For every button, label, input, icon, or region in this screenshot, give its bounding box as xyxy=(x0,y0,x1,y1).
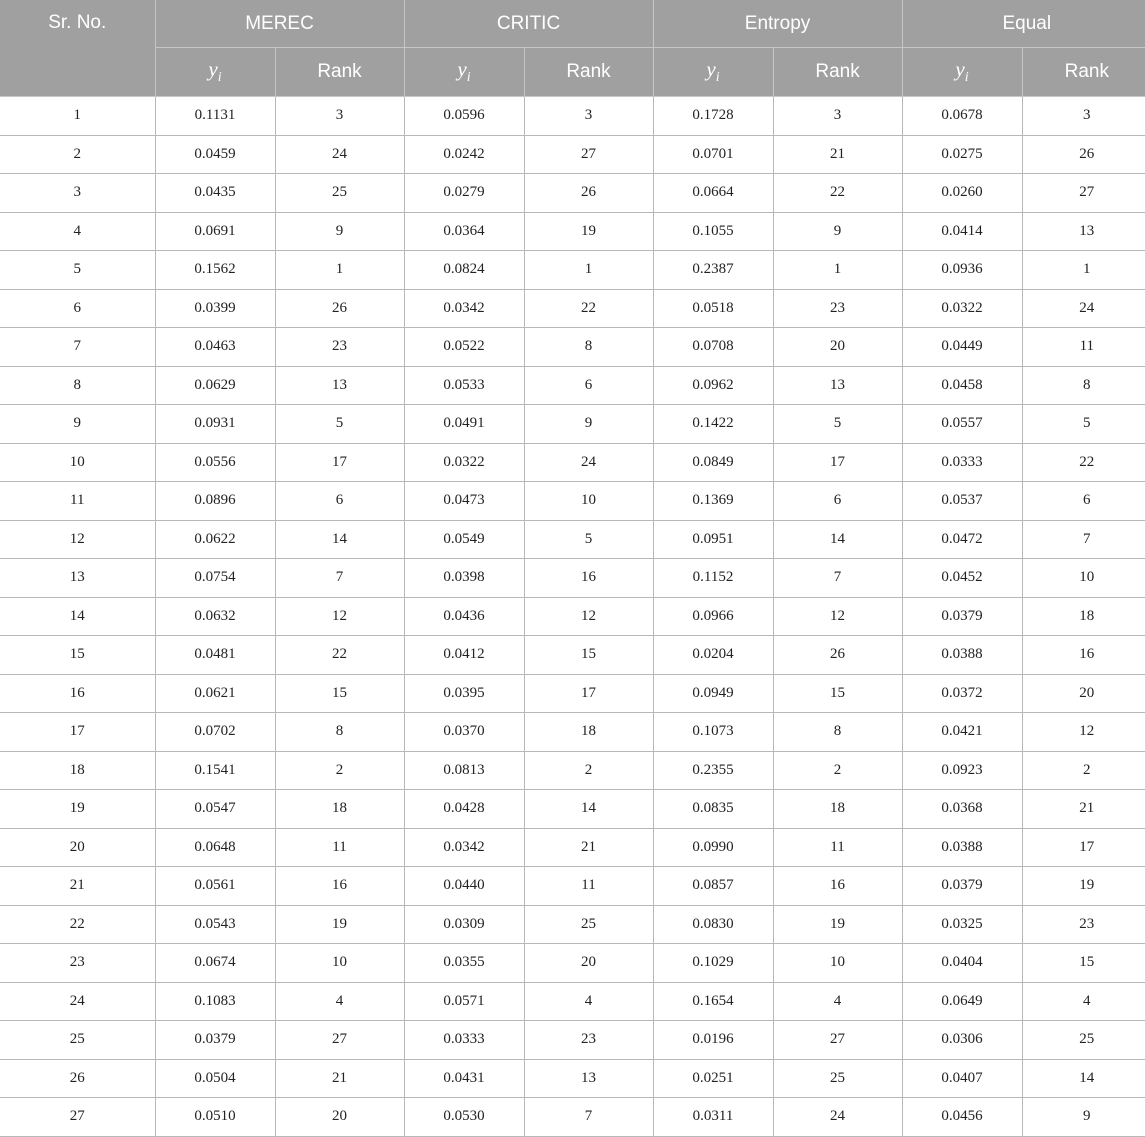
cell-critic-rank: 20 xyxy=(524,944,653,983)
cell-merec-yi: 0.0556 xyxy=(155,443,275,482)
cell-equal-yi: 0.0923 xyxy=(902,751,1022,790)
cell-entropy-rank: 10 xyxy=(773,944,902,983)
cell-critic-rank: 1 xyxy=(524,251,653,290)
cell-equal-yi: 0.0452 xyxy=(902,559,1022,598)
cell-merec-yi: 0.0648 xyxy=(155,828,275,867)
cell-sr-no: 12 xyxy=(0,520,155,559)
cell-merec-rank: 8 xyxy=(275,713,404,752)
cell-critic-rank: 9 xyxy=(524,405,653,444)
cell-sr-no: 4 xyxy=(0,212,155,251)
cell-sr-no: 2 xyxy=(0,135,155,174)
cell-sr-no: 9 xyxy=(0,405,155,444)
cell-equal-rank: 15 xyxy=(1022,944,1145,983)
cell-entropy-yi: 0.1728 xyxy=(653,97,773,136)
cell-merec-rank: 20 xyxy=(275,1098,404,1137)
cell-equal-yi: 0.0414 xyxy=(902,212,1022,251)
cell-merec-yi: 0.0379 xyxy=(155,1021,275,1060)
cell-equal-rank: 22 xyxy=(1022,443,1145,482)
cell-equal-rank: 10 xyxy=(1022,559,1145,598)
cell-equal-rank: 14 xyxy=(1022,1059,1145,1098)
cell-sr-no: 13 xyxy=(0,559,155,598)
cell-merec-rank: 2 xyxy=(275,751,404,790)
cell-equal-yi: 0.0379 xyxy=(902,867,1022,906)
table-body xyxy=(0,97,1145,1137)
header-rank: Rank xyxy=(524,48,653,97)
header-rank: Rank xyxy=(773,48,902,97)
cell-merec-rank: 26 xyxy=(275,289,404,328)
cell-merec-rank: 24 xyxy=(275,135,404,174)
cell-critic-rank: 16 xyxy=(524,559,653,598)
cell-entropy-rank: 23 xyxy=(773,289,902,328)
cell-merec-rank: 11 xyxy=(275,828,404,867)
cell-equal-yi: 0.0936 xyxy=(902,251,1022,290)
cell-sr-no: 7 xyxy=(0,328,155,367)
cell-merec-yi: 0.0931 xyxy=(155,405,275,444)
header-yi: $y_i$ xyxy=(653,48,773,97)
cell-sr-no: 10 xyxy=(0,443,155,482)
cell-merec-yi: 0.1541 xyxy=(155,751,275,790)
cell-equal-rank: 21 xyxy=(1022,790,1145,829)
cell-critic-yi: 0.0571 xyxy=(404,982,524,1021)
cell-equal-rank: 1 xyxy=(1022,251,1145,290)
cell-entropy-rank: 21 xyxy=(773,135,902,174)
cell-merec-yi: 0.0510 xyxy=(155,1098,275,1137)
cell-critic-yi: 0.0824 xyxy=(404,251,524,290)
cell-critic-yi: 0.0398 xyxy=(404,559,524,598)
cell-entropy-rank: 12 xyxy=(773,597,902,636)
cell-critic-yi: 0.0364 xyxy=(404,212,524,251)
cell-entropy-yi: 0.0664 xyxy=(653,174,773,213)
cell-equal-yi: 0.0458 xyxy=(902,366,1022,405)
cell-merec-yi: 0.0896 xyxy=(155,482,275,521)
cell-merec-yi: 0.0674 xyxy=(155,944,275,983)
cell-critic-rank: 25 xyxy=(524,905,653,944)
cell-critic-yi: 0.0491 xyxy=(404,405,524,444)
cell-critic-rank: 15 xyxy=(524,636,653,675)
table-row xyxy=(0,1098,1145,1137)
cell-equal-rank: 26 xyxy=(1022,135,1145,174)
cell-merec-yi: 0.0481 xyxy=(155,636,275,675)
table-row xyxy=(0,751,1145,790)
cell-equal-yi: 0.0472 xyxy=(902,520,1022,559)
cell-sr-no: 22 xyxy=(0,905,155,944)
table-row xyxy=(0,174,1145,213)
cell-sr-no: 14 xyxy=(0,597,155,636)
table-row xyxy=(0,97,1145,136)
table-row xyxy=(0,1059,1145,1098)
cell-equal-yi: 0.0678 xyxy=(902,97,1022,136)
cell-merec-rank: 1 xyxy=(275,251,404,290)
cell-merec-yi: 0.0543 xyxy=(155,905,275,944)
cell-equal-yi: 0.0421 xyxy=(902,713,1022,752)
header-yi: $y_i$ xyxy=(155,48,275,97)
table-row xyxy=(0,559,1145,598)
header-sr-no: Sr. No. xyxy=(0,0,155,97)
cell-merec-rank: 14 xyxy=(275,520,404,559)
table-row xyxy=(0,1021,1145,1060)
cell-critic-yi: 0.0596 xyxy=(404,97,524,136)
cell-critic-yi: 0.0436 xyxy=(404,597,524,636)
cell-critic-rank: 27 xyxy=(524,135,653,174)
cell-merec-rank: 4 xyxy=(275,982,404,1021)
cell-equal-rank: 19 xyxy=(1022,867,1145,906)
cell-merec-rank: 15 xyxy=(275,674,404,713)
header-yi: $y_i$ xyxy=(902,48,1022,97)
cell-merec-rank: 17 xyxy=(275,443,404,482)
cell-merec-yi: 0.0632 xyxy=(155,597,275,636)
cell-entropy-yi: 0.0708 xyxy=(653,328,773,367)
cell-merec-yi: 0.1562 xyxy=(155,251,275,290)
cell-entropy-yi: 0.0835 xyxy=(653,790,773,829)
cell-entropy-rank: 6 xyxy=(773,482,902,521)
cell-critic-yi: 0.0342 xyxy=(404,289,524,328)
cell-equal-yi: 0.0649 xyxy=(902,982,1022,1021)
cell-equal-yi: 0.0275 xyxy=(902,135,1022,174)
cell-equal-yi: 0.0325 xyxy=(902,905,1022,944)
header-method-merec: MEREC xyxy=(155,0,404,48)
header-row-subcolumns xyxy=(0,48,1145,97)
table-row xyxy=(0,212,1145,251)
cell-sr-no: 20 xyxy=(0,828,155,867)
cell-merec-rank: 19 xyxy=(275,905,404,944)
cell-equal-rank: 23 xyxy=(1022,905,1145,944)
table-row xyxy=(0,674,1145,713)
cell-critic-rank: 26 xyxy=(524,174,653,213)
cell-critic-yi: 0.0370 xyxy=(404,713,524,752)
cell-critic-yi: 0.0355 xyxy=(404,944,524,983)
cell-critic-yi: 0.0533 xyxy=(404,366,524,405)
cell-equal-rank: 18 xyxy=(1022,597,1145,636)
cell-sr-no: 15 xyxy=(0,636,155,675)
cell-critic-yi: 0.0395 xyxy=(404,674,524,713)
cell-equal-rank: 6 xyxy=(1022,482,1145,521)
cell-entropy-rank: 15 xyxy=(773,674,902,713)
cell-equal-rank: 3 xyxy=(1022,97,1145,136)
cell-equal-yi: 0.0557 xyxy=(902,405,1022,444)
cell-entropy-yi: 0.0951 xyxy=(653,520,773,559)
table-row xyxy=(0,251,1145,290)
cell-critic-yi: 0.0342 xyxy=(404,828,524,867)
cell-equal-yi: 0.0388 xyxy=(902,828,1022,867)
cell-equal-rank: 13 xyxy=(1022,212,1145,251)
cell-merec-rank: 18 xyxy=(275,790,404,829)
cell-entropy-yi: 0.0311 xyxy=(653,1098,773,1137)
cell-equal-rank: 25 xyxy=(1022,1021,1145,1060)
cell-sr-no: 8 xyxy=(0,366,155,405)
cell-critic-rank: 24 xyxy=(524,443,653,482)
cell-merec-rank: 3 xyxy=(275,97,404,136)
table-row xyxy=(0,790,1145,829)
cell-merec-rank: 5 xyxy=(275,405,404,444)
cell-merec-yi: 0.0629 xyxy=(155,366,275,405)
cell-entropy-yi: 0.0962 xyxy=(653,366,773,405)
cell-critic-yi: 0.0530 xyxy=(404,1098,524,1137)
cell-merec-yi: 0.0622 xyxy=(155,520,275,559)
cell-entropy-rank: 27 xyxy=(773,1021,902,1060)
cell-entropy-yi: 0.2355 xyxy=(653,751,773,790)
cell-sr-no: 5 xyxy=(0,251,155,290)
cell-critic-yi: 0.0242 xyxy=(404,135,524,174)
table-row xyxy=(0,405,1145,444)
cell-equal-yi: 0.0322 xyxy=(902,289,1022,328)
cell-merec-rank: 9 xyxy=(275,212,404,251)
cell-merec-yi: 0.0561 xyxy=(155,867,275,906)
table-row xyxy=(0,289,1145,328)
cell-equal-yi: 0.0368 xyxy=(902,790,1022,829)
cell-sr-no: 26 xyxy=(0,1059,155,1098)
header-method-equal: Equal xyxy=(902,0,1145,48)
cell-critic-yi: 0.0309 xyxy=(404,905,524,944)
cell-entropy-rank: 1 xyxy=(773,251,902,290)
table-header xyxy=(0,0,1145,97)
cell-entropy-yi: 0.0857 xyxy=(653,867,773,906)
cell-entropy-rank: 19 xyxy=(773,905,902,944)
cell-equal-yi: 0.0404 xyxy=(902,944,1022,983)
cell-entropy-rank: 5 xyxy=(773,405,902,444)
header-row-methods xyxy=(0,0,1145,48)
cell-critic-yi: 0.0279 xyxy=(404,174,524,213)
cell-entropy-yi: 0.0204 xyxy=(653,636,773,675)
cell-entropy-yi: 0.0849 xyxy=(653,443,773,482)
cell-entropy-yi: 0.1369 xyxy=(653,482,773,521)
cell-entropy-rank: 2 xyxy=(773,751,902,790)
table-row xyxy=(0,328,1145,367)
cell-entropy-rank: 26 xyxy=(773,636,902,675)
cell-equal-rank: 12 xyxy=(1022,713,1145,752)
cell-equal-yi: 0.0407 xyxy=(902,1059,1022,1098)
cell-entropy-yi: 0.0966 xyxy=(653,597,773,636)
cell-merec-rank: 21 xyxy=(275,1059,404,1098)
header-method-critic: CRITIC xyxy=(404,0,653,48)
table-row xyxy=(0,982,1145,1021)
cell-entropy-yi: 0.0196 xyxy=(653,1021,773,1060)
table-row xyxy=(0,944,1145,983)
cell-equal-yi: 0.0537 xyxy=(902,482,1022,521)
cell-equal-rank: 11 xyxy=(1022,328,1145,367)
cell-entropy-rank: 16 xyxy=(773,867,902,906)
cell-equal-rank: 16 xyxy=(1022,636,1145,675)
cell-entropy-rank: 8 xyxy=(773,713,902,752)
cell-equal-rank: 27 xyxy=(1022,174,1145,213)
header-method-entropy: Entropy xyxy=(653,0,902,48)
header-rank: Rank xyxy=(275,48,404,97)
cell-critic-rank: 5 xyxy=(524,520,653,559)
cell-merec-yi: 0.1131 xyxy=(155,97,275,136)
table-row xyxy=(0,443,1145,482)
cell-equal-yi: 0.0379 xyxy=(902,597,1022,636)
cell-critic-yi: 0.0473 xyxy=(404,482,524,521)
table-row xyxy=(0,482,1145,521)
table-row xyxy=(0,135,1145,174)
cell-critic-yi: 0.0322 xyxy=(404,443,524,482)
cell-sr-no: 18 xyxy=(0,751,155,790)
cell-sr-no: 25 xyxy=(0,1021,155,1060)
cell-merec-yi: 0.0435 xyxy=(155,174,275,213)
cell-merec-rank: 25 xyxy=(275,174,404,213)
cell-entropy-rank: 22 xyxy=(773,174,902,213)
cell-merec-rank: 10 xyxy=(275,944,404,983)
cell-equal-rank: 17 xyxy=(1022,828,1145,867)
cell-critic-rank: 22 xyxy=(524,289,653,328)
cell-critic-rank: 4 xyxy=(524,982,653,1021)
cell-merec-rank: 12 xyxy=(275,597,404,636)
cell-merec-yi: 0.0547 xyxy=(155,790,275,829)
cell-equal-rank: 8 xyxy=(1022,366,1145,405)
cell-merec-yi: 0.0702 xyxy=(155,713,275,752)
cell-entropy-rank: 14 xyxy=(773,520,902,559)
cell-entropy-rank: 4 xyxy=(773,982,902,1021)
cell-entropy-rank: 24 xyxy=(773,1098,902,1137)
header-yi: $y_i$ xyxy=(404,48,524,97)
cell-critic-rank: 7 xyxy=(524,1098,653,1137)
cell-merec-rank: 27 xyxy=(275,1021,404,1060)
cell-entropy-yi: 0.0701 xyxy=(653,135,773,174)
table-row xyxy=(0,867,1145,906)
table-row xyxy=(0,520,1145,559)
cell-merec-yi: 0.0463 xyxy=(155,328,275,367)
cell-entropy-rank: 20 xyxy=(773,328,902,367)
cell-critic-rank: 13 xyxy=(524,1059,653,1098)
cell-equal-rank: 7 xyxy=(1022,520,1145,559)
cell-sr-no: 3 xyxy=(0,174,155,213)
cell-equal-yi: 0.0333 xyxy=(902,443,1022,482)
cell-merec-rank: 7 xyxy=(275,559,404,598)
cell-critic-rank: 6 xyxy=(524,366,653,405)
cell-merec-rank: 13 xyxy=(275,366,404,405)
cell-entropy-rank: 13 xyxy=(773,366,902,405)
cell-equal-rank: 9 xyxy=(1022,1098,1145,1137)
cell-entropy-yi: 0.0251 xyxy=(653,1059,773,1098)
cell-merec-yi: 0.0504 xyxy=(155,1059,275,1098)
cell-equal-rank: 20 xyxy=(1022,674,1145,713)
cell-sr-no: 19 xyxy=(0,790,155,829)
cell-merec-yi: 0.0754 xyxy=(155,559,275,598)
cell-critic-rank: 17 xyxy=(524,674,653,713)
cell-entropy-yi: 0.1055 xyxy=(653,212,773,251)
cell-merec-yi: 0.1083 xyxy=(155,982,275,1021)
header-rank: Rank xyxy=(1022,48,1145,97)
cell-critic-yi: 0.0440 xyxy=(404,867,524,906)
cell-entropy-rank: 18 xyxy=(773,790,902,829)
cell-equal-yi: 0.0372 xyxy=(902,674,1022,713)
table-row xyxy=(0,905,1145,944)
cell-merec-yi: 0.0399 xyxy=(155,289,275,328)
cell-critic-rank: 19 xyxy=(524,212,653,251)
cell-entropy-yi: 0.1654 xyxy=(653,982,773,1021)
cell-equal-rank: 2 xyxy=(1022,751,1145,790)
cell-equal-rank: 24 xyxy=(1022,289,1145,328)
cell-sr-no: 27 xyxy=(0,1098,155,1137)
cell-equal-rank: 5 xyxy=(1022,405,1145,444)
table-row xyxy=(0,636,1145,675)
cell-merec-rank: 6 xyxy=(275,482,404,521)
cell-critic-rank: 3 xyxy=(524,97,653,136)
cell-equal-yi: 0.0388 xyxy=(902,636,1022,675)
cell-equal-rank: 4 xyxy=(1022,982,1145,1021)
cell-merec-rank: 16 xyxy=(275,867,404,906)
cell-sr-no: 24 xyxy=(0,982,155,1021)
cell-sr-no: 11 xyxy=(0,482,155,521)
cell-sr-no: 21 xyxy=(0,867,155,906)
cell-equal-yi: 0.0260 xyxy=(902,174,1022,213)
cell-critic-rank: 2 xyxy=(524,751,653,790)
cell-equal-yi: 0.0306 xyxy=(902,1021,1022,1060)
cell-critic-yi: 0.0428 xyxy=(404,790,524,829)
cell-sr-no: 6 xyxy=(0,289,155,328)
table-row xyxy=(0,366,1145,405)
cell-critic-yi: 0.0813 xyxy=(404,751,524,790)
cell-sr-no: 1 xyxy=(0,97,155,136)
cell-critic-rank: 14 xyxy=(524,790,653,829)
cell-entropy-yi: 0.1029 xyxy=(653,944,773,983)
table-row xyxy=(0,713,1145,752)
cell-entropy-rank: 7 xyxy=(773,559,902,598)
cell-critic-rank: 23 xyxy=(524,1021,653,1060)
cell-critic-yi: 0.0431 xyxy=(404,1059,524,1098)
cell-entropy-rank: 11 xyxy=(773,828,902,867)
table-row xyxy=(0,597,1145,636)
table-row xyxy=(0,828,1145,867)
cell-critic-yi: 0.0522 xyxy=(404,328,524,367)
cell-entropy-rank: 17 xyxy=(773,443,902,482)
cell-entropy-rank: 25 xyxy=(773,1059,902,1098)
cell-critic-rank: 18 xyxy=(524,713,653,752)
cell-equal-yi: 0.0449 xyxy=(902,328,1022,367)
cell-critic-yi: 0.0412 xyxy=(404,636,524,675)
cell-sr-no: 17 xyxy=(0,713,155,752)
cell-merec-rank: 23 xyxy=(275,328,404,367)
cell-entropy-yi: 0.1152 xyxy=(653,559,773,598)
cell-sr-no: 16 xyxy=(0,674,155,713)
cell-merec-rank: 22 xyxy=(275,636,404,675)
cell-entropy-yi: 0.1073 xyxy=(653,713,773,752)
cell-critic-rank: 12 xyxy=(524,597,653,636)
cell-critic-rank: 11 xyxy=(524,867,653,906)
cell-merec-yi: 0.0621 xyxy=(155,674,275,713)
cell-entropy-rank: 3 xyxy=(773,97,902,136)
cell-critic-rank: 21 xyxy=(524,828,653,867)
cell-critic-yi: 0.0333 xyxy=(404,1021,524,1060)
cell-critic-rank: 8 xyxy=(524,328,653,367)
cell-equal-yi: 0.0456 xyxy=(902,1098,1022,1137)
cell-entropy-yi: 0.2387 xyxy=(653,251,773,290)
cell-critic-yi: 0.0549 xyxy=(404,520,524,559)
cell-entropy-yi: 0.1422 xyxy=(653,405,773,444)
cell-entropy-yi: 0.0949 xyxy=(653,674,773,713)
cell-entropy-yi: 0.0990 xyxy=(653,828,773,867)
cell-entropy-yi: 0.0830 xyxy=(653,905,773,944)
cell-entropy-rank: 9 xyxy=(773,212,902,251)
cell-merec-yi: 0.0459 xyxy=(155,135,275,174)
cell-entropy-yi: 0.0518 xyxy=(653,289,773,328)
cell-merec-yi: 0.0691 xyxy=(155,212,275,251)
cell-critic-rank: 10 xyxy=(524,482,653,521)
cell-sr-no: 23 xyxy=(0,944,155,983)
